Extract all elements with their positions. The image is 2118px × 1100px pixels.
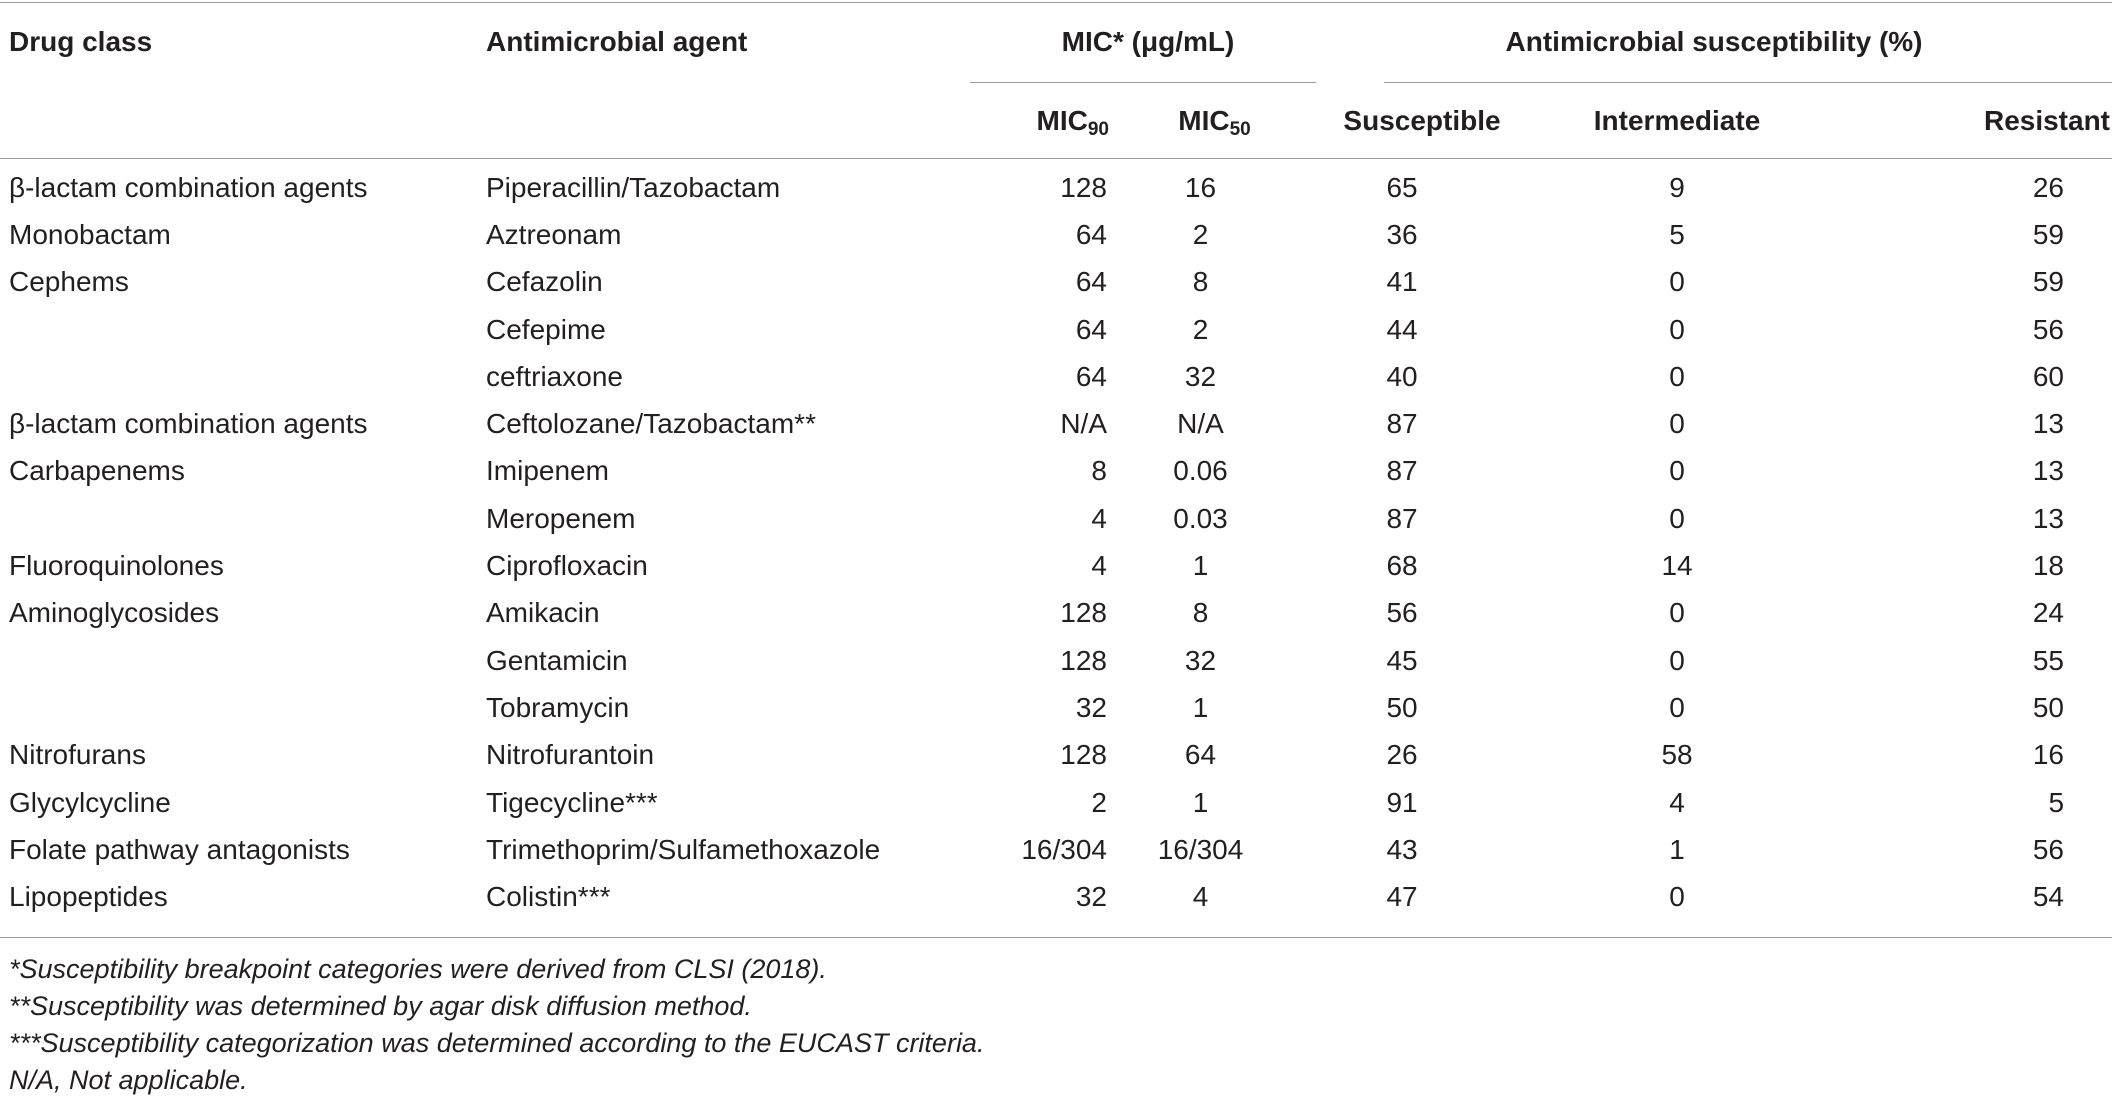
cell-mic90: 128	[1060, 644, 1107, 676]
cell-drug-class	[0, 353, 486, 400]
cell-intermediate: 0	[1669, 691, 1685, 723]
header-mic90-base: MIC	[1036, 104, 1088, 136]
cell-susceptible: 41	[1386, 266, 1418, 298]
cell-drug-class: Cephems	[9, 266, 129, 298]
table-row	[0, 542, 2112, 589]
cell-antimicrobial-agent: Tobramycin	[486, 691, 630, 723]
cell-mic50: 2	[1192, 313, 1209, 345]
table-row	[0, 779, 2112, 826]
table-bottom-rule	[0, 937, 2112, 938]
cell-susceptible: 91	[1386, 786, 1418, 818]
cell-mic50: 32	[1184, 644, 1217, 676]
cell-susceptible: 56	[1386, 597, 1418, 629]
cell-mic50: 16/304	[1157, 833, 1244, 865]
cell-mic50: 16	[1184, 171, 1217, 203]
header-resistant: Resistant	[1983, 104, 2111, 136]
cell-antimicrobial-agent: Trimethoprim/Sulfamethoxazole	[486, 833, 881, 865]
table-row	[0, 873, 2112, 920]
cell-drug-class	[0, 637, 486, 684]
cell-resistant: 24	[2032, 597, 2065, 629]
cell-intermediate: 0	[1669, 597, 1685, 629]
cell-susceptible: 44	[1386, 313, 1418, 345]
cell-antimicrobial-agent: Nitrofurantoin	[486, 739, 655, 771]
cell-resistant: 13	[2032, 455, 2065, 487]
cell-mic90: 64	[1075, 218, 1107, 250]
cell-intermediate: 0	[1669, 266, 1685, 298]
table-row	[0, 590, 2112, 637]
cell-mic90: 128	[1060, 597, 1107, 629]
cell-antimicrobial-agent: Amikacin	[486, 597, 600, 629]
table-row	[0, 684, 2112, 731]
cell-resistant: 55	[2032, 644, 2065, 676]
cell-drug-class: Glycylcycline	[9, 786, 171, 818]
footnote-not-applicable: N/A, Not applicable.	[9, 1065, 248, 1095]
cell-intermediate: 9	[1669, 171, 1685, 203]
cell-antimicrobial-agent: Ciprofloxacin	[486, 550, 648, 582]
table-row	[0, 259, 2112, 306]
cell-antimicrobial-agent: Gentamicin	[486, 644, 628, 676]
cell-drug-class: Nitrofurans	[9, 739, 146, 771]
table-row	[0, 448, 2112, 495]
table-row	[0, 732, 2112, 779]
table-row	[0, 637, 2112, 684]
cell-antimicrobial-agent: Ceftolozane/Tazobactam**	[486, 408, 816, 440]
header-empty-1	[0, 83, 486, 158]
cell-resistant: 59	[2032, 266, 2065, 298]
footnotes	[9, 951, 984, 1099]
table-row	[0, 826, 2112, 873]
cell-resistant: 16	[2032, 739, 2065, 771]
cell-mic50: 1	[1192, 691, 1209, 723]
header-row-bottom	[0, 83, 2112, 158]
cell-susceptible: 87	[1386, 502, 1418, 534]
table-row	[0, 495, 2112, 542]
header-mic50-base: MIC	[1178, 104, 1230, 136]
header-row-top	[0, 0, 2112, 83]
cell-susceptible: 26	[1386, 739, 1418, 771]
cell-mic90: 8	[1091, 455, 1107, 487]
table-row	[0, 306, 2112, 353]
cell-mic90: 2	[1091, 786, 1107, 818]
cell-mic50: 1	[1192, 786, 1209, 818]
cell-resistant: 54	[2032, 881, 2065, 913]
cell-drug-class: Folate pathway antagonists	[9, 833, 350, 865]
cell-drug-class: β-lactam combination agents	[9, 408, 368, 440]
header-mic50	[1113, 83, 1316, 158]
cell-mic50: 0.06	[1173, 455, 1228, 487]
cell-antimicrobial-agent: Imipenem	[486, 455, 609, 487]
cell-resistant: 60	[2032, 360, 2065, 392]
cell-mic50: 8	[1192, 266, 1209, 298]
cell-mic50: 32	[1184, 360, 1217, 392]
cell-susceptible: 47	[1386, 881, 1418, 913]
cell-mic50: 8	[1192, 597, 1209, 629]
header-empty-2	[486, 83, 970, 158]
cell-mic90: 128	[1060, 171, 1107, 203]
cell-mic90: 32	[1075, 691, 1107, 723]
cell-drug-class	[0, 306, 486, 353]
cell-antimicrobial-agent: Cefazolin	[486, 266, 603, 298]
cell-drug-class	[0, 684, 486, 731]
cell-resistant: 5	[2048, 786, 2065, 818]
cell-antimicrobial-agent: Meropenem	[486, 502, 636, 534]
cell-mic90: 4	[1091, 502, 1107, 534]
cell-drug-class: β-lactam combination agents	[9, 171, 368, 203]
cell-mic90: 64	[1075, 313, 1107, 345]
cell-intermediate: 0	[1669, 644, 1685, 676]
cell-antimicrobial-agent: ceftriaxone	[486, 360, 623, 392]
cell-mic50: 4	[1192, 881, 1209, 913]
cell-drug-class: Monobactam	[9, 218, 171, 250]
cell-mic90: 4	[1091, 550, 1107, 582]
cell-intermediate: 5	[1669, 218, 1685, 250]
cell-mic50: 0.03	[1173, 502, 1228, 534]
cell-intermediate: 0	[1669, 881, 1685, 913]
cell-mic90: N/A	[1060, 408, 1107, 440]
cell-resistant: 13	[2032, 408, 2065, 440]
cell-mic90: 64	[1075, 360, 1107, 392]
header-mic90-sub: 90	[1087, 118, 1109, 140]
cell-antimicrobial-agent: Piperacillin/Tazobactam	[486, 171, 781, 203]
cell-susceptible: 40	[1386, 360, 1418, 392]
cell-intermediate: 0	[1669, 360, 1685, 392]
cell-resistant: 26	[2032, 171, 2065, 203]
cell-susceptible: 65	[1386, 171, 1418, 203]
header-mic50-sub: 50	[1229, 118, 1251, 140]
cell-antimicrobial-agent: Colistin***	[486, 881, 611, 913]
cell-antimicrobial-agent: Aztreonam	[486, 218, 622, 250]
cell-mic50: 1	[1192, 550, 1209, 582]
cell-resistant: 56	[2032, 313, 2065, 345]
header-intermediate: Intermediate	[1593, 104, 1761, 136]
footnote-disk-diffusion: **Susceptibility was determined by agar disk diffusion method.	[9, 991, 752, 1021]
cell-drug-class: Carbapenems	[9, 455, 185, 487]
cell-mic90: 16/304	[1021, 833, 1107, 865]
footnote-clsi: *Susceptibility breakpoint categories were derived from CLSI (2018).	[9, 954, 827, 984]
table-row	[0, 211, 2112, 258]
header-susceptibility-group: Antimicrobial susceptibility (%)	[1505, 25, 1923, 57]
cell-susceptible: 68	[1386, 550, 1418, 582]
header-mic90	[970, 83, 1113, 158]
cell-mic50: 64	[1184, 739, 1217, 771]
footnote-eucast: ***Susceptibility categorization was determined according to the EUCAST criteria.	[9, 1028, 985, 1058]
cell-drug-class	[0, 495, 486, 542]
cell-intermediate: 0	[1669, 408, 1685, 440]
cell-intermediate: 0	[1669, 502, 1685, 534]
cell-mic50: 2	[1192, 218, 1209, 250]
table-row	[0, 353, 2112, 400]
cell-resistant: 50	[2032, 691, 2065, 723]
cell-intermediate: 1	[1669, 833, 1685, 865]
cell-susceptible: 50	[1386, 691, 1418, 723]
header-drug-class: Drug class	[9, 25, 153, 57]
cell-intermediate: 0	[1669, 313, 1685, 345]
header-mic-group: MIC* (μg/mL)	[1061, 25, 1235, 57]
cell-intermediate: 14	[1661, 550, 1693, 582]
cell-susceptible: 43	[1386, 833, 1418, 865]
cell-mic90: 128	[1060, 739, 1107, 771]
cell-drug-class: Aminoglycosides	[9, 597, 220, 629]
cell-resistant: 18	[2032, 550, 2065, 582]
cell-intermediate: 4	[1669, 786, 1685, 818]
header-antimicrobial-agent: Antimicrobial agent	[486, 25, 748, 57]
cell-drug-class: Lipopeptides	[9, 881, 168, 913]
cell-mic90: 32	[1075, 881, 1107, 913]
cell-mic90: 64	[1075, 266, 1107, 298]
cell-mic50: N/A	[1177, 408, 1224, 440]
cell-susceptible: 87	[1386, 455, 1418, 487]
cell-resistant: 56	[2032, 833, 2065, 865]
cell-intermediate: 0	[1669, 455, 1685, 487]
header-susceptible: Susceptible	[1343, 104, 1501, 136]
cell-susceptible: 87	[1386, 408, 1418, 440]
cell-antimicrobial-agent: Tigecycline***	[486, 786, 658, 818]
cell-susceptible: 45	[1386, 644, 1418, 676]
cell-susceptible: 36	[1386, 218, 1418, 250]
table-body	[0, 158, 2112, 921]
cell-drug-class: Fluoroquinolones	[9, 550, 224, 582]
table-row	[0, 400, 2112, 447]
cell-antimicrobial-agent: Cefepime	[486, 313, 606, 345]
cell-intermediate: 58	[1661, 739, 1693, 771]
cell-resistant: 13	[2032, 502, 2065, 534]
table-row	[0, 158, 2112, 211]
cell-resistant: 59	[2032, 218, 2065, 250]
